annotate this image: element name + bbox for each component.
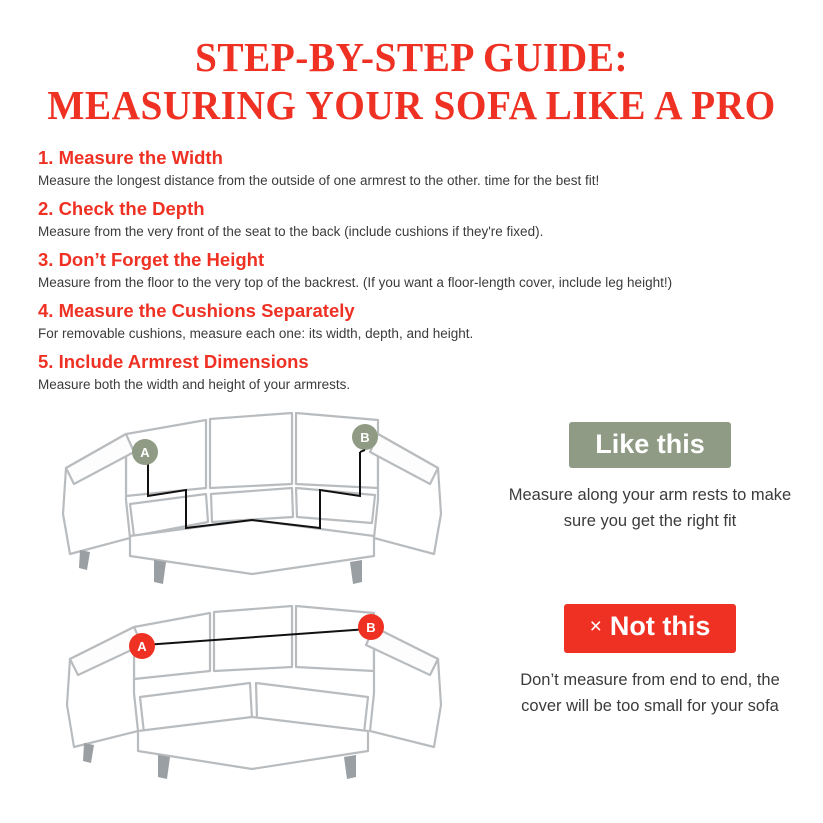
- step-item-4: [38, 299, 785, 343]
- sofa-diagram-correct: [30, 404, 490, 599]
- point-a-label-incorrect: A: [137, 639, 147, 654]
- step-4-description: For removable cushions, measure each one: its width, depth, and height.: [38, 326, 474, 341]
- step-2-title: 2. Check the Depth: [38, 198, 205, 219]
- callout-correct-text: Measure along your arm rests to make sure you get the right fit: [508, 486, 792, 530]
- sofa-diagram-incorrect: [30, 599, 490, 794]
- step-item-1: [38, 146, 785, 190]
- point-b-label-correct: B: [360, 430, 370, 445]
- page-title-line-2: MEASURING YOUR SOFA LIKE A PRO: [47, 82, 776, 128]
- step-5-description: Measure both the width and height of your armrests.: [38, 377, 351, 392]
- point-marker-a-incorrect: [129, 633, 155, 659]
- steps-list: [38, 146, 785, 394]
- callout-incorrect: [500, 604, 800, 719]
- step-2-description: Measure from the very front of the seat to the back (include cushions if they're fixed).: [38, 224, 544, 239]
- point-a-label-correct: A: [140, 445, 150, 460]
- callout-incorrect-text: Don’t measure from end to end, the cover will be too small for your sofa: [520, 671, 780, 715]
- page-title: [0, 0, 823, 130]
- point-marker-b-incorrect: [358, 614, 384, 640]
- like-this-badge: Like this: [569, 422, 731, 468]
- step-5-title: 5. Include Armrest Dimensions: [38, 351, 309, 372]
- point-marker-a-correct: [132, 439, 158, 465]
- callout-correct: [500, 422, 800, 534]
- not-this-badge-label: Not this: [609, 611, 711, 641]
- step-item-3: [38, 248, 785, 292]
- step-3-title: 3. Don’t Forget the Height: [38, 249, 265, 270]
- step-3-description: Measure from the floor to the very top of the backrest. (If you want a floor-length cover, include leg height!): [38, 275, 673, 290]
- illustration-area: [0, 404, 823, 794]
- sofa-illustration-correct-svg: [30, 404, 490, 594]
- page-title-line-1: STEP-BY-STEP GUIDE:: [194, 34, 629, 80]
- step-1-title: 1. Measure the Width: [38, 147, 223, 168]
- not-this-badge: [564, 604, 737, 653]
- step-item-2: [38, 197, 785, 241]
- point-b-label-incorrect: B: [366, 620, 376, 635]
- cross-icon: ×: [589, 615, 602, 638]
- step-item-5: [38, 350, 785, 394]
- point-marker-b-correct: [352, 424, 378, 450]
- step-1-description: Measure the longest distance from the outside of one armrest to the other. time for the best fit!: [38, 173, 600, 188]
- sofa-illustration-incorrect-svg: [30, 599, 490, 789]
- step-4-title: 4. Measure the Cushions Separately: [38, 300, 355, 321]
